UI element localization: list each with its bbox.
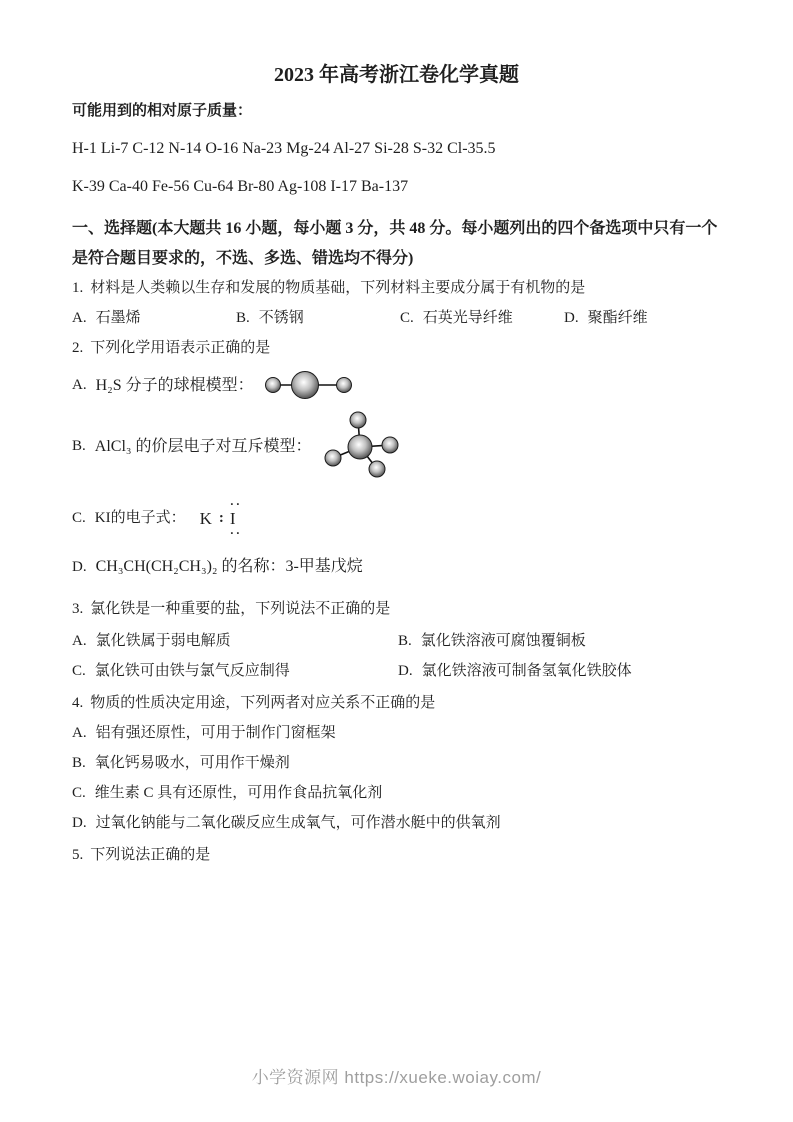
atomic-masses-line-2: K-39 Ca-40 Fe-56 Cu-64 Br-80 Ag-108 I-17 Ba-137 xyxy=(72,178,409,195)
option-label: A. xyxy=(72,376,87,393)
option-text: KI的电子式： xyxy=(94,509,186,526)
option-label: A. xyxy=(72,633,87,649)
option-text: 氯化铁可由铁与氯气反应制得 xyxy=(94,663,290,679)
option-text: H₂S 分子的球棍模型： xyxy=(95,376,254,394)
question-2-stem xyxy=(72,338,721,359)
question-3-options-row-2 xyxy=(72,661,721,682)
question-4-option-d xyxy=(72,813,721,834)
option-text: 氧化钙易吸水，可用作干燥剂 xyxy=(94,755,290,771)
question-2-number: 2. xyxy=(72,340,84,356)
lone-pair-dots-left: : xyxy=(218,509,224,526)
question-2-option-d xyxy=(72,554,721,580)
section-heading-line-2: 是符合题目要求的，不选、多选、错选均不得分) xyxy=(72,250,414,267)
question-2-option-c xyxy=(72,497,721,539)
option-text: 石墨烯 xyxy=(95,310,141,326)
question-5-text: 下列说法正确的是 xyxy=(90,847,211,863)
option-label: C. xyxy=(72,785,86,801)
footer-watermark xyxy=(0,1066,793,1090)
option-text: 维生素 C 具有还原性，可用作食品抗氧化剂 xyxy=(94,785,383,801)
question-5-stem xyxy=(72,845,721,866)
option-text: 氯化铁溶液可制备氢氧化铁胶体 xyxy=(421,663,632,679)
h2s-ball-and-stick-model xyxy=(264,368,354,402)
option-text: 氯化铁溶液可腐蚀覆铜板 xyxy=(420,633,586,649)
question-1-option-c xyxy=(400,308,564,329)
option-text: 不锈钢 xyxy=(258,310,304,326)
question-5-number: 5. xyxy=(72,847,84,863)
lone-pair-dots-bottom: ·· xyxy=(229,525,242,540)
question-1-number: 1. xyxy=(72,280,84,296)
question-4-text: 物质的性质决定用途，下列两者对应关系不正确的是 xyxy=(90,695,436,711)
question-2-option-a xyxy=(72,367,721,403)
option-label: B. xyxy=(398,633,412,649)
lone-pair-dots-top: ·· xyxy=(229,496,242,511)
option-text: AlCl₃ 的价层电子对互斥模型： xyxy=(94,437,312,455)
section-heading-line-1: 一、选择题(本大题共 16 小题，每小题 3 分，共 48 分。每小题列出的四个备选项中只有一个 xyxy=(72,220,718,237)
question-4-option-a xyxy=(72,723,721,744)
option-text: 过氧化钠能与二氧化碳反应生成氧气，可作潜水艇中的供氧剂 xyxy=(95,815,501,831)
question-1-option-d xyxy=(564,308,721,329)
option-label: B. xyxy=(236,310,250,326)
option-label: C. xyxy=(400,310,414,326)
question-3-number: 3. xyxy=(72,601,84,617)
footer-watermark-text: 小学资源网 https://xueke.woiay.com/ xyxy=(251,1068,542,1087)
question-3-option-a xyxy=(72,631,398,652)
option-label: D. xyxy=(72,559,87,575)
question-4-option-c xyxy=(72,783,721,804)
atomic-masses-label: 可能用到的相对原子质量： xyxy=(72,103,253,119)
question-3-options-row-1 xyxy=(72,631,721,652)
question-3-option-c xyxy=(72,661,398,682)
section-heading xyxy=(72,214,721,274)
option-label: C. xyxy=(72,663,86,679)
question-3-option-b xyxy=(398,631,721,652)
option-label: D. xyxy=(398,663,413,679)
question-1-options xyxy=(72,308,721,329)
question-4-number: 4. xyxy=(72,695,84,711)
page-title: 2023 年高考浙江卷化学真题 xyxy=(274,64,519,86)
iodine-with-lone-pairs xyxy=(218,496,242,540)
option-text: 聚酯纤维 xyxy=(587,310,648,326)
option-label: C. xyxy=(72,509,86,526)
ki-electron-dot-structure xyxy=(199,496,242,540)
alcl3-vsepr-model xyxy=(323,407,405,485)
question-4-option-b xyxy=(72,753,721,774)
option-label: B. xyxy=(72,755,86,771)
question-3-text: 氯化铁是一种重要的盐，下列说法不正确的是 xyxy=(90,601,391,617)
option-text: 石英光导纤维 xyxy=(422,310,513,326)
option-text: 铝有强还原性，可用于制作门窗框架 xyxy=(95,725,336,741)
question-1-stem xyxy=(72,278,721,299)
question-3-option-d xyxy=(398,661,721,682)
option-text: CH₃CH(CH₂CH₃)₂ 的名称：3-甲基戊烷 xyxy=(95,558,363,575)
option-label: A. xyxy=(72,310,87,326)
question-3-stem xyxy=(72,599,721,620)
question-4-stem xyxy=(72,693,721,714)
option-label: D. xyxy=(564,310,579,326)
question-1-text: 材料是人类赖以生存和发展的物质基础，下列材料主要成分属于有机物的是 xyxy=(90,280,586,296)
option-label: B. xyxy=(72,437,86,454)
question-1-option-b xyxy=(236,308,400,329)
question-1-option-a xyxy=(72,308,236,329)
question-2-text: 下列化学用语表示正确的是 xyxy=(90,340,271,356)
option-label: D. xyxy=(72,815,87,831)
option-text: 氯化铁属于弱电解质 xyxy=(95,633,231,649)
question-2-option-b xyxy=(72,407,721,485)
option-label: A. xyxy=(72,725,87,741)
atomic-masses-line-1: H-1 Li-7 C-12 N-14 O-16 Na-23 Mg-24 Al-27 Si-28 S-32 Cl-35.5 xyxy=(72,140,496,157)
potassium-symbol: K xyxy=(199,508,212,528)
iodine-symbol: I xyxy=(229,508,236,528)
